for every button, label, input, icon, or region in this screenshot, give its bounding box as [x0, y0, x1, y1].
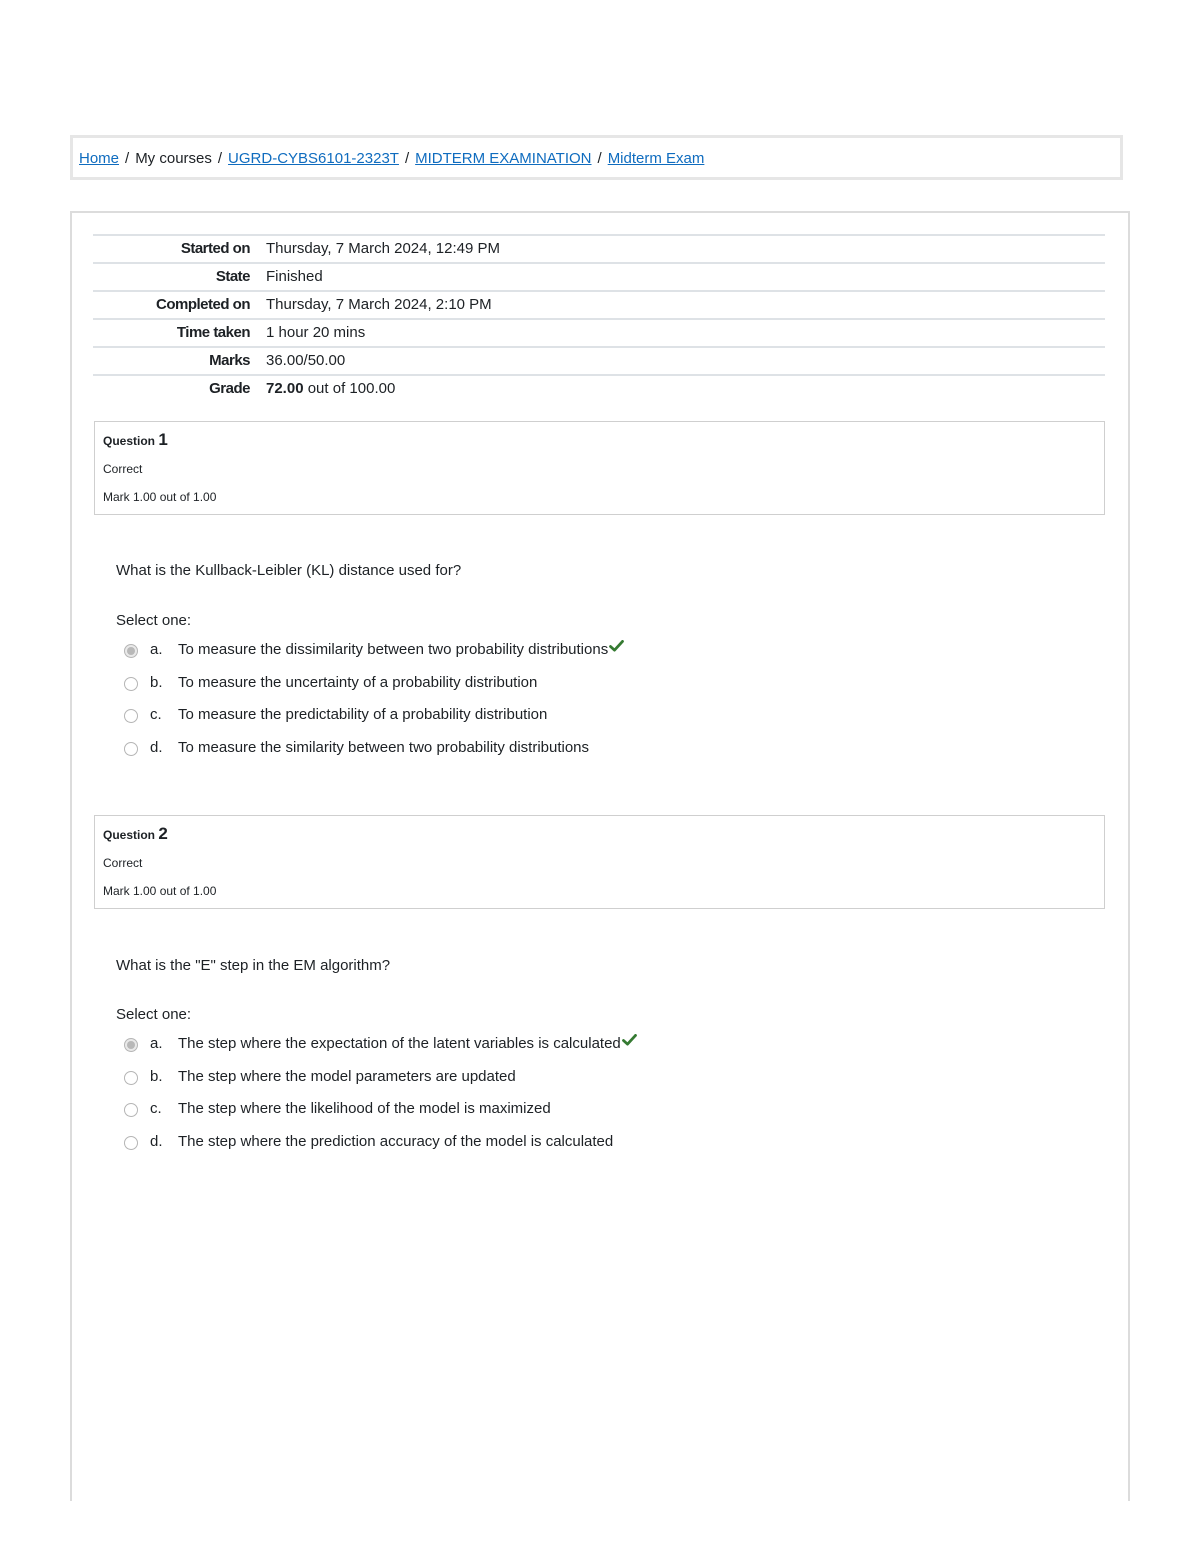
answer-text: The step where the prediction accuracy of the model is calculated	[178, 1133, 614, 1150]
question-number: 2	[158, 824, 168, 843]
answer-letter: a.	[150, 1035, 163, 1052]
summary-value: 36.00/50.00	[266, 352, 346, 369]
answer-letter: b.	[150, 1068, 163, 1085]
answer-letter: d.	[150, 739, 163, 756]
breadcrumb-my-courses: My courses	[135, 150, 212, 167]
summary-value: Thursday, 7 March 2024, 2:10 PM	[266, 296, 492, 313]
summary-label: Completed on	[156, 296, 250, 313]
question-info-box	[94, 815, 1105, 909]
breadcrumb-course-link[interactable]: UGRD-CYBS6101-2323T	[228, 150, 399, 167]
breadcrumb-separator: /	[404, 150, 410, 167]
radio-button[interactable]	[124, 1103, 138, 1117]
question-number: 1	[158, 430, 168, 449]
breadcrumb	[79, 150, 704, 167]
breadcrumb-separator: /	[597, 150, 602, 167]
question-state: Correct	[103, 462, 143, 476]
summary-label: Started on	[180, 240, 250, 257]
summary-value	[266, 380, 395, 397]
question-text: What is the "E" step in the EM algorithm?	[116, 957, 391, 974]
question-mark: Mark 1.00 out of 1.00	[103, 490, 217, 504]
breadcrumb-section-link[interactable]: MIDTERM EXAMINATION	[415, 150, 592, 167]
answer-text	[178, 641, 624, 658]
summary-row-state	[93, 264, 1105, 292]
select-one-prompt: Select one:	[116, 612, 192, 629]
answer-letter: c.	[150, 706, 162, 723]
attempt-summary-table	[93, 234, 1105, 402]
answer-letter: c.	[150, 1100, 162, 1117]
answer-text: To measure the similarity between two probability distributions	[178, 739, 590, 756]
summary-value: 1 hour 20 mins	[266, 324, 366, 341]
radio-button-selected[interactable]	[124, 644, 138, 658]
question-text: What is the Kullback-Leibler (KL) distance used for?	[116, 562, 462, 579]
answer-letter: a.	[150, 641, 163, 658]
summary-value: Finished	[266, 268, 323, 285]
radio-button[interactable]	[124, 742, 138, 756]
summary-row-time-taken	[93, 320, 1105, 348]
question-label: Question	[103, 434, 156, 448]
breadcrumb-separator: /	[125, 150, 130, 167]
grade-suffix: out of 100.00	[303, 380, 396, 397]
answer-text: To measure the uncertainty of a probability distribution	[178, 674, 538, 691]
question-title	[103, 824, 168, 844]
answer-text: To measure the predictability of a probability distribution	[178, 706, 548, 723]
select-one-prompt: Select one:	[116, 1006, 192, 1023]
answer-text	[178, 1035, 637, 1052]
radio-button[interactable]	[124, 709, 138, 723]
answer-text-content: The step where the expectation of the latent variables is calculated	[178, 1035, 621, 1052]
answer-letter: d.	[150, 1133, 163, 1150]
summary-label: Grade	[209, 380, 250, 397]
summary-row-marks	[93, 348, 1105, 376]
question-state: Correct	[103, 856, 143, 870]
summary-label: State	[215, 268, 250, 285]
summary-label: Marks	[209, 352, 250, 369]
question-mark: Mark 1.00 out of 1.00	[103, 884, 217, 898]
question-info-box	[94, 421, 1105, 515]
question-label: Question	[103, 828, 156, 842]
breadcrumb-home-link[interactable]: Home	[79, 150, 120, 167]
summary-label: Time taken	[176, 324, 250, 341]
breadcrumb-container	[70, 135, 1123, 180]
check-icon	[609, 640, 624, 652]
breadcrumb-quiz-link[interactable]: Midterm Exam	[607, 150, 705, 167]
breadcrumb-separator: /	[217, 150, 223, 167]
answer-text-content: To measure the dissimilarity between two probability distributions	[178, 641, 609, 658]
summary-row-grade	[93, 376, 1105, 402]
answer-text: The step where the model parameters are updated	[178, 1068, 516, 1085]
radio-button-selected[interactable]	[124, 1038, 138, 1052]
grade-score: 72.00	[266, 380, 304, 397]
summary-value: Thursday, 7 March 2024, 12:49 PM	[266, 240, 501, 257]
check-icon	[622, 1034, 637, 1046]
answer-letter: b.	[150, 674, 163, 691]
question-title	[103, 430, 168, 450]
answer-text: The step where the likelihood of the model is maximized	[178, 1100, 551, 1117]
summary-row-started	[93, 236, 1105, 264]
summary-row-completed	[93, 292, 1105, 320]
radio-button[interactable]	[124, 1071, 138, 1085]
radio-button[interactable]	[124, 677, 138, 691]
radio-button[interactable]	[124, 1136, 138, 1150]
